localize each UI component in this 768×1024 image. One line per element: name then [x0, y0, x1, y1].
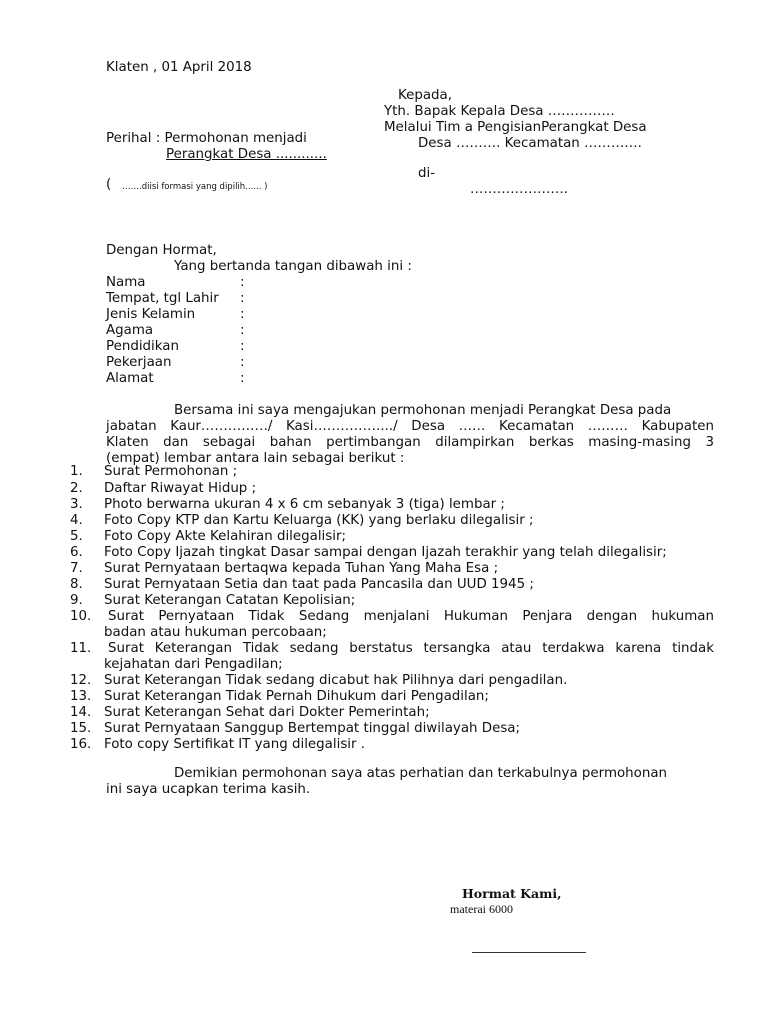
- list-number: 4.: [70, 513, 83, 528]
- field-label-pendidikan: Pendidikan: [106, 339, 179, 354]
- field-colon: :: [240, 371, 245, 386]
- field-label-pekerjaan: Pekerjaan: [106, 355, 172, 370]
- field-label-jenis-kelamin: Jenis Kelamin: [106, 307, 196, 322]
- list-item: Foto Copy Akte Kelahiran dilegalisir;: [104, 529, 346, 544]
- greeting: Dengan Hormat,: [106, 243, 217, 258]
- intro-line: Yang bertanda tangan dibawah ini :: [174, 259, 412, 274]
- list-item: Surat Pernyataan bertaqwa kepada Tuhan Yang Maha Esa ;: [104, 561, 499, 576]
- list-number: 10.: [70, 609, 92, 624]
- list-item: Surat Pernyataan Tidak Sedang menjalani Hukuman Penjara dengan hukuman: [108, 609, 714, 624]
- perihal-line2: Perangkat Desa ............: [166, 147, 327, 162]
- field-colon: :: [240, 339, 245, 354]
- list-item: Foto copy Sertifikat IT yang dilegalisir .: [104, 737, 366, 752]
- field-label-agama: Agama: [106, 323, 154, 338]
- body-line3: Klaten dan sebagai bahan pertimbangan dilampirkan berkas masing-masing 3: [106, 435, 714, 450]
- list-number: 2.: [70, 481, 83, 496]
- list-item: Surat Pernyataan Setia dan taat pada Pancasila dan UUD 1945 ;: [104, 577, 534, 592]
- list-number: 3.: [70, 497, 83, 512]
- list-number: 5.: [70, 529, 83, 544]
- formasi-open: (: [106, 177, 112, 192]
- field-colon: :: [240, 355, 245, 370]
- place-date: Klaten , 01 April 2018: [106, 60, 252, 75]
- list-number: 13.: [70, 689, 92, 704]
- field-colon: :: [240, 275, 245, 290]
- list-item: Surat Keterangan Sehat dari Dokter Pemerintah;: [104, 705, 430, 720]
- closing-line2: ini saya ucapkan terima kasih.: [106, 782, 311, 797]
- list-number: 11.: [70, 641, 92, 656]
- list-item-continuation: badan atau hukuman percobaan;: [104, 625, 327, 640]
- list-item: Foto Copy KTP dan Kartu Keluarga (KK) yang berlaku dilegalisir ;: [104, 513, 534, 528]
- list-number: 14.: [70, 705, 92, 720]
- list-item: Surat Keterangan Tidak Pernah Dihukum dari Pengadilan;: [104, 689, 489, 704]
- formasi-text: …….diisi formasi yang dipilih...... ): [122, 182, 268, 192]
- recipient-line2: Melalui Tim a PengisianPerangkat Desa: [384, 120, 647, 135]
- body-line2: jabatan Kaur……………/ Kasi…………….../ Desa …… Kecamatan ……… Kabupaten: [106, 419, 714, 434]
- list-item: Surat Pernyataan Sanggup Bertempat tinggal diwilayah Desa;: [104, 721, 521, 736]
- materai-note: materai 6000: [450, 902, 513, 916]
- body-line1: Bersama ini saya mengajukan permohonan menjadi Perangkat Desa pada: [174, 403, 672, 418]
- recipient-line1: Yth. Bapak Kepala Desa ……………: [384, 104, 615, 119]
- list-number: 1.: [70, 464, 83, 479]
- list-item: Surat Permohonan ;: [104, 464, 238, 479]
- list-number: 7.: [70, 561, 83, 576]
- recipient-dots: ………………….: [470, 182, 568, 197]
- closing-line1: Demikian permohonan saya atas perhatian dan terkabulnya permohonan: [174, 766, 668, 781]
- recipient-line3: Desa ………. Kecamatan ………….: [418, 136, 642, 151]
- field-label-nama: Nama: [106, 275, 146, 290]
- signature-line: [472, 952, 586, 953]
- list-item: Foto Copy Ijazah tingkat Dasar sampai dengan Ijazah terakhir yang telah dilegalisir;: [104, 545, 667, 560]
- field-colon: :: [240, 307, 245, 322]
- perihal-label: Perihal : Permohonan menjadi: [106, 131, 307, 146]
- list-item: Surat Keterangan Tidak sedang dicabut hak Pilihnya dari pengadilan.: [104, 673, 568, 688]
- list-number: 8.: [70, 577, 83, 592]
- list-number: 6.: [70, 545, 83, 560]
- recipient-kepada: Kepada,: [398, 88, 453, 103]
- field-label-alamat: Alamat: [106, 371, 154, 386]
- list-item: Daftar Riwayat Hidup ;: [104, 481, 257, 496]
- body-line4: (empat) lembar antara lain sebagai berikut :: [106, 451, 405, 466]
- field-colon: :: [240, 291, 245, 306]
- recipient-di: di-: [418, 166, 436, 181]
- list-number: 15.: [70, 721, 92, 736]
- list-number: 16.: [70, 737, 92, 752]
- list-item: Surat Keterangan Catatan Kepolisian;: [104, 593, 356, 608]
- list-number: 9.: [70, 593, 83, 608]
- field-colon: :: [240, 323, 245, 338]
- list-item-continuation: kejahatan dari Pengadilan;: [104, 657, 283, 672]
- signature-title: Hormat Kami,: [462, 886, 562, 901]
- field-label-tempat-tgl-lahir: Tempat, tgl Lahir: [106, 291, 219, 306]
- list-item: Surat Keterangan Tidak sedang berstatus tersangka atau terdakwa karena tindak: [108, 641, 714, 656]
- list-number: 12.: [70, 673, 92, 688]
- list-item: Photo berwarna ukuran 4 x 6 cm sebanyak 3 (tiga) lembar ;: [104, 497, 505, 512]
